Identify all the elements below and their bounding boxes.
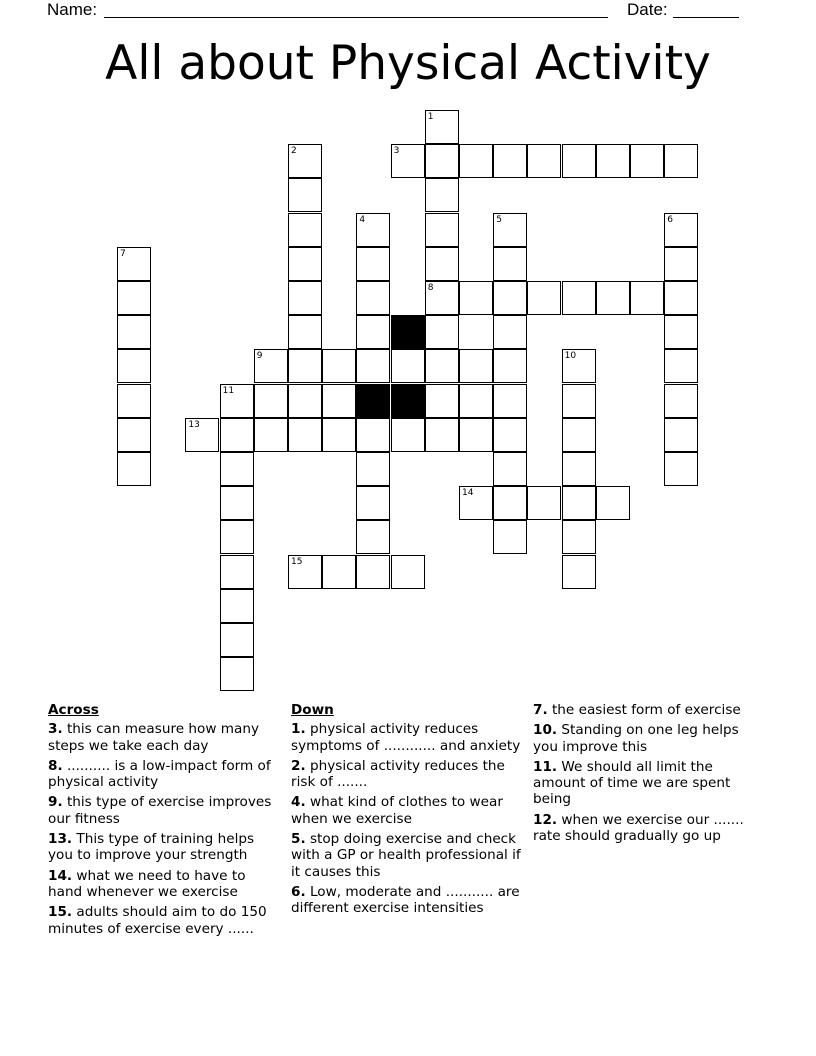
grid-cell[interactable] xyxy=(562,349,596,383)
across-clue-list xyxy=(48,721,280,937)
grid-cell[interactable] xyxy=(493,213,527,247)
grid-cell[interactable] xyxy=(493,315,527,349)
down-clue-list-continued xyxy=(533,702,765,844)
grid-cell[interactable] xyxy=(220,452,254,486)
grid-cell[interactable] xyxy=(562,452,596,486)
grid-cell[interactable] xyxy=(664,315,698,349)
grid-cell[interactable] xyxy=(596,486,630,520)
grid-cell[interactable] xyxy=(117,247,151,281)
clue xyxy=(533,722,765,755)
grid-cell[interactable] xyxy=(322,555,356,589)
clue xyxy=(533,702,765,718)
grid-cell[interactable] xyxy=(356,213,390,247)
clue-number: 4 xyxy=(359,214,366,225)
grid-cell[interactable] xyxy=(220,486,254,520)
grid-cell[interactable] xyxy=(596,281,630,315)
clue-number-label: 4. xyxy=(291,794,306,811)
grid-cell[interactable] xyxy=(356,315,390,349)
grid-cell[interactable] xyxy=(425,144,459,178)
grid-cell[interactable] xyxy=(459,144,493,178)
clue-text: what kind of clothes to wear when we exercise xyxy=(291,794,503,827)
clue-number: 7 xyxy=(120,248,126,259)
clue-text: Standing on one leg helps you improve this xyxy=(533,722,739,755)
clue-number: 1 xyxy=(427,112,434,122)
grid-cell[interactable] xyxy=(630,144,664,178)
clue-number: 2 xyxy=(291,146,297,157)
grid-cell[interactable] xyxy=(391,555,425,589)
clue-number: 8 xyxy=(427,283,434,293)
grid-cell[interactable] xyxy=(493,281,527,315)
clue xyxy=(291,758,523,791)
grid-cell[interactable] xyxy=(117,418,151,452)
clue xyxy=(291,794,523,827)
clue xyxy=(291,884,523,917)
across-heading: Across xyxy=(48,702,99,718)
grid-cell[interactable] xyxy=(664,247,698,281)
grid-cell[interactable] xyxy=(254,349,288,383)
grid-cell[interactable] xyxy=(493,520,527,554)
clue xyxy=(533,812,765,845)
clue-text: physical activity reduces symptoms of ............ and anxiety xyxy=(291,721,521,754)
grid-cell[interactable] xyxy=(562,418,596,452)
black-cell xyxy=(391,384,425,418)
clue-text: We should all limit the amount of time we are spent being xyxy=(533,758,731,808)
clue-text: stop doing exercise and check with a GP or health professional if it causes this xyxy=(291,831,521,880)
grid-cell[interactable] xyxy=(664,452,698,486)
across-clues xyxy=(48,702,280,941)
grid-cell[interactable] xyxy=(425,315,459,349)
grid-cell[interactable] xyxy=(254,384,288,418)
grid-cell[interactable] xyxy=(493,384,527,418)
clue-number: 3 xyxy=(393,146,400,157)
grid-cell[interactable] xyxy=(356,486,390,520)
clue-number: 6 xyxy=(667,214,673,225)
grid-cell[interactable] xyxy=(356,452,390,486)
grid-cell[interactable] xyxy=(459,486,493,520)
clue-number: 13 xyxy=(188,419,200,430)
grid-cell[interactable] xyxy=(220,418,254,452)
clue-text: the easiest form of exercise xyxy=(547,702,741,718)
clue-number-label: 15. xyxy=(48,904,73,921)
clue-text: when we exercise our ....... rate should gradually go up xyxy=(533,811,744,845)
grid-cell[interactable] xyxy=(425,178,459,212)
clue-number: 9 xyxy=(256,351,263,362)
date-label: Date: xyxy=(627,0,668,19)
grid-cell[interactable] xyxy=(288,247,322,281)
clue xyxy=(291,831,523,880)
grid-cell[interactable] xyxy=(391,349,425,383)
grid-cell[interactable] xyxy=(356,418,390,452)
grid-cell[interactable] xyxy=(356,520,390,554)
clue-number: 10 xyxy=(564,351,577,362)
grid-cell[interactable] xyxy=(322,418,356,452)
grid-cell[interactable] xyxy=(493,486,527,520)
grid-cell[interactable] xyxy=(254,418,288,452)
grid-cell[interactable] xyxy=(322,349,356,383)
grid-cell[interactable] xyxy=(288,315,322,349)
grid-cell[interactable] xyxy=(356,247,390,281)
clue xyxy=(48,868,280,901)
clue-number: 11 xyxy=(222,385,235,396)
clue-text: .......... is a low-impact form of physical activity xyxy=(48,757,271,791)
down-clue-list xyxy=(291,721,523,916)
grid-cell[interactable] xyxy=(288,349,322,383)
grid-cell[interactable] xyxy=(664,281,698,315)
down-heading: Down xyxy=(291,702,334,718)
grid-cell[interactable] xyxy=(425,247,459,281)
grid-cell[interactable] xyxy=(220,623,254,657)
grid-cell[interactable] xyxy=(288,281,322,315)
grid-cell[interactable] xyxy=(288,213,322,247)
clue-number-label: 11. xyxy=(533,758,558,775)
grid-cell[interactable] xyxy=(117,452,151,486)
grid-cell[interactable] xyxy=(220,555,254,589)
grid-cell[interactable] xyxy=(527,486,561,520)
grid-cell[interactable] xyxy=(493,452,527,486)
grid-cell[interactable] xyxy=(288,418,322,452)
grid-cell[interactable] xyxy=(288,144,322,178)
grid-cell[interactable] xyxy=(220,384,254,418)
clue-number-label: 7. xyxy=(533,702,548,718)
clue-text: what we need to have to hand whenever we exercise xyxy=(48,867,246,900)
grid-cell[interactable] xyxy=(527,281,561,315)
grid-cell[interactable] xyxy=(117,281,151,315)
grid-cell[interactable] xyxy=(459,281,493,315)
clue xyxy=(48,904,280,937)
grid-cell[interactable] xyxy=(493,349,527,383)
grid-cell[interactable] xyxy=(459,349,493,383)
grid-cell[interactable] xyxy=(117,384,151,418)
grid-cell[interactable] xyxy=(391,144,425,178)
clue xyxy=(291,721,523,754)
clue-text: Low, moderate and ........... are different exercise intensities xyxy=(291,883,520,917)
grid-cell[interactable] xyxy=(459,384,493,418)
grid-cell[interactable] xyxy=(220,520,254,554)
grid-cell[interactable] xyxy=(288,178,322,212)
page-title: All about Physical Activity xyxy=(105,36,711,91)
grid-cell[interactable] xyxy=(562,281,596,315)
grid-cell[interactable] xyxy=(527,144,561,178)
clue-number-label: 14. xyxy=(48,867,73,884)
clue-number: 5 xyxy=(496,214,502,225)
grid-cell[interactable] xyxy=(425,110,459,144)
grid-cell[interactable] xyxy=(322,384,356,418)
grid-cell[interactable] xyxy=(664,349,698,383)
clue-number: 14 xyxy=(462,488,474,499)
black-cell xyxy=(356,384,390,418)
clue xyxy=(48,721,280,754)
clue-text: adults should aim to do 150 minutes of exercise every ...... xyxy=(48,904,267,937)
grid-cell[interactable] xyxy=(664,418,698,452)
clue-number: 15 xyxy=(291,556,303,567)
clue-text: This type of training helps you to improve your strength xyxy=(48,831,255,864)
black-cell xyxy=(391,315,425,349)
down-clues xyxy=(291,702,523,921)
clue-number-label: 3. xyxy=(48,721,63,738)
grid-cell[interactable] xyxy=(664,213,698,247)
clue xyxy=(48,831,280,864)
name-label: Name: xyxy=(47,0,98,19)
clue xyxy=(48,794,280,827)
clue-number-label: 2. xyxy=(291,757,306,774)
clue xyxy=(48,758,280,791)
clue-text: physical activity reduces the risk of ....... xyxy=(291,757,505,791)
grid-cell[interactable] xyxy=(288,555,322,589)
grid-cell[interactable] xyxy=(493,247,527,281)
grid-cell[interactable] xyxy=(220,657,254,691)
clue-text: this can measure how many steps we take each day xyxy=(48,721,260,754)
grid-cell[interactable] xyxy=(562,486,596,520)
grid-cell[interactable] xyxy=(356,555,390,589)
grid-cell[interactable] xyxy=(356,281,390,315)
grid-cell[interactable] xyxy=(459,418,493,452)
grid-cell[interactable] xyxy=(391,418,425,452)
grid-cell[interactable] xyxy=(596,144,630,178)
grid-cell[interactable] xyxy=(493,144,527,178)
grid-cell[interactable] xyxy=(425,418,459,452)
grid-cell[interactable] xyxy=(664,384,698,418)
clue-number-label: 5. xyxy=(291,831,306,848)
clue-number-label: 10. xyxy=(533,722,558,739)
grid-cell[interactable] xyxy=(562,144,596,178)
clue-number-label: 9. xyxy=(48,794,63,811)
down-clues-continued xyxy=(533,702,765,848)
clue-number-label: 1. xyxy=(291,721,306,738)
grid-cell[interactable] xyxy=(562,520,596,554)
grid-cell[interactable] xyxy=(425,213,459,247)
grid-cell[interactable] xyxy=(630,281,664,315)
clue-text: this type of exercise improves our fitness xyxy=(48,794,272,827)
clue-number-label: 13. xyxy=(48,831,73,848)
grid-cell[interactable] xyxy=(117,315,151,349)
grid-cell[interactable] xyxy=(425,384,459,418)
grid-cell[interactable] xyxy=(117,349,151,383)
grid-cell[interactable] xyxy=(493,418,527,452)
clue-number-label: 6. xyxy=(291,883,306,900)
grid-cell[interactable] xyxy=(562,555,596,589)
grid-cell[interactable] xyxy=(288,384,322,418)
grid-cell[interactable] xyxy=(664,144,698,178)
grid-cell[interactable] xyxy=(185,418,219,452)
grid-cell[interactable] xyxy=(220,589,254,623)
grid-cell[interactable] xyxy=(356,349,390,383)
grid-cell[interactable] xyxy=(425,349,459,383)
grid-cell[interactable] xyxy=(562,384,596,418)
clue-number-label: 12. xyxy=(533,811,558,828)
grid-cell[interactable] xyxy=(425,281,459,315)
clue xyxy=(533,759,765,808)
clue-number-label: 8. xyxy=(48,757,63,774)
